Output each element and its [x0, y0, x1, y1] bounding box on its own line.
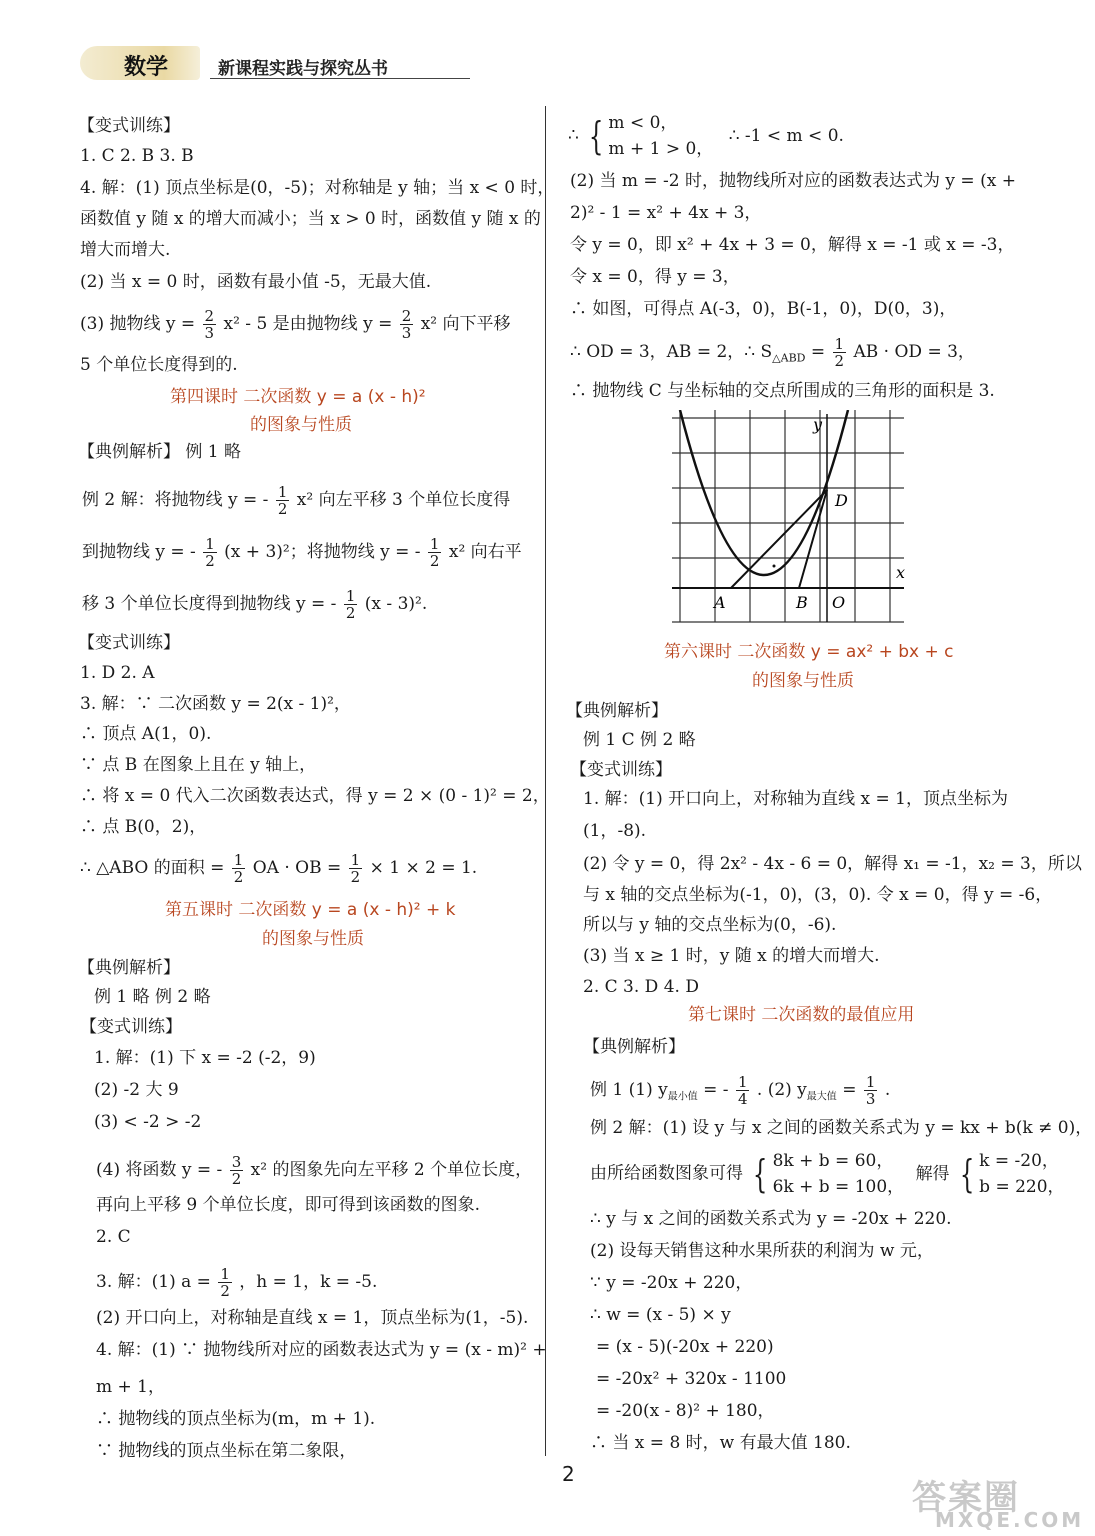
point-d-label: D: [835, 491, 848, 510]
section-heading: 【典例解析】: [583, 1037, 685, 1057]
answer-line: = (x - 5)(-20x + 220): [596, 1337, 774, 1357]
fraction: $\frac{2}{3}$: [204, 307, 215, 342]
answer-line: = -20x² + 320x - 1100: [596, 1369, 787, 1389]
answer-line: (2) 设每天销售这种水果所获的利润为 w 元，: [590, 1241, 934, 1261]
fraction: $\frac{2}{3}$: [401, 307, 412, 342]
answer-line: 再向上平移 9 个单位长度，即可得到该函数的图象.: [96, 1195, 481, 1215]
brace: {: [753, 1152, 768, 1196]
fraction: $\frac{1}{2}$: [205, 535, 215, 570]
lesson-subtitle: 的图象与性质: [250, 415, 352, 435]
parabola-curve: [680, 410, 848, 575]
triangle-abd: [731, 490, 827, 588]
answer-line: 例 1 略 例 2 略: [94, 987, 211, 1007]
equation-system: 由所给函数图象可得 { 8k + b = 60， 6k + b = 100， 解得 { k = -20， b = 220，: [590, 1151, 1065, 1197]
answer-line: ∴ 顶点 A(1，0).: [80, 724, 212, 744]
answer-line: 到抛物线 y = - $\frac{1}{2}$ (x + 3)²；将抛物线 y = - $\frac{1}{2}$ x² 向右平: [82, 535, 522, 570]
answer-line: 令 y = 0，即 x² + 4x + 3 = 0，解得 x = -1 或 x = -3，: [570, 235, 1015, 255]
series-title: 新课程实践与探究丛书: [218, 59, 388, 79]
answer-line: 1. 解：(1) 开口向上，对称轴为直线 x = 1，顶点坐标为: [583, 789, 1008, 809]
fraction: $\frac{3}{2}$: [231, 1153, 242, 1188]
lesson-title: 第四课时 二次函数 y = a (x - h)²: [170, 387, 426, 407]
fraction: $\frac{1}{2}$: [220, 1265, 230, 1300]
watermark-logo: 答案圈: [912, 1478, 1020, 1518]
section-heading: 【典例解析】 例 1 略: [78, 442, 242, 462]
answer-line: 1. C 2. B 3. B: [80, 146, 194, 166]
page-header: [80, 44, 400, 84]
section-heading: 【变式训练】: [570, 760, 672, 780]
fraction: $\frac{1}{2}$: [277, 483, 288, 518]
section-heading: 【变式训练】: [78, 633, 180, 653]
point-a-label: A: [714, 593, 726, 612]
answer-line: ∴ OD = 3，AB = 2，∴ $S_{\triangle ABD}$ = $\frac{1}{2}$ AB · OD = 3，: [570, 335, 975, 370]
lesson-title: 第七课时 二次函数的最值应用: [688, 1005, 915, 1025]
answer-line: ∴ w = (x - 5) × y: [590, 1305, 731, 1325]
watermark-url: MXQE.COM: [935, 1508, 1085, 1532]
answer-line: (2) 开口向上，对称轴是直线 x = 1，顶点坐标为(1，-5).: [96, 1308, 529, 1328]
answer-line: 函数值 y 随 x 的增大而减小；当 x > 0 时，函数值 y 随 x 的: [80, 209, 541, 229]
lesson-title: 第六课时 二次函数 y = ax² + bx + c: [664, 642, 954, 662]
fraction: $\frac{1}{2}$: [350, 851, 361, 886]
answer-line: 例 2 解：(1) 设 y 与 x 之间的函数关系式为 y = kx + b(k ≠ 0)，: [590, 1118, 1093, 1138]
answer-line: 1. 解：(1) 下 x = -2 (-2，9): [94, 1048, 316, 1068]
fraction: $\frac{1}{3}$: [865, 1073, 876, 1108]
answer-line: 3. 解：(1) a = $\frac{1}{2}$ ，h = 1，k = -5.: [96, 1265, 378, 1300]
answer-line: ∴ 抛物线 C 与坐标轴的交点所围成的三角形的面积是 3.: [570, 381, 995, 401]
section-heading: 【典例解析】: [78, 958, 180, 978]
section-heading: 【典例解析】: [566, 701, 668, 721]
answer-line: 例 1 (1) $y_{最小值}$ = - $\frac{1}{4}$ . (2) $y_{最大值}$ = $\frac{1}{3}$ .: [590, 1073, 891, 1108]
parabola-graph: [672, 410, 912, 635]
answer-line: = -20(x - 8)² + 180，: [596, 1401, 775, 1421]
grid-lines: [672, 410, 904, 622]
answer-line: ∴ 将 x = 0 代入二次函数表达式，得 y = 2 × (0 - 1)² = 2，: [80, 786, 550, 806]
subject-title: 数学: [124, 55, 169, 80]
answer-line: ∵ 点 B 在图象上且在 y 轴上，: [80, 755, 317, 775]
answer-line: ∵ y = -20x + 220，: [590, 1273, 753, 1293]
answer-line: 2)² - 1 = x² + 4x + 3，: [570, 203, 762, 223]
answer-line: (2) 当 m = -2 时，抛物线所对应的函数表达式为 y = (x +: [570, 171, 1016, 191]
answer-line: (4) 将函数 y = - $\frac{3}{2}$ x² 的图象先向左平移 2 个单位长度，: [96, 1153, 533, 1188]
lesson-subtitle: 的图象与性质: [752, 671, 854, 691]
inequality-system: ∴ { m < 0， m + 1 > 0， ∴ -1 < m < 0.: [568, 113, 844, 159]
graph-dot: [773, 565, 776, 568]
answer-line: ∴ 当 x = 8 时，w 有最大值 180.: [590, 1433, 851, 1453]
answer-line: 移 3 个单位长度得到抛物线 y = - $\frac{1}{2}$ (x - 3)².: [82, 587, 428, 622]
y-axis-label: y: [813, 415, 823, 434]
answer-line: 2. C: [96, 1227, 131, 1247]
answer-line: ∴ y 与 x 之间的函数关系式为 y = -20x + 220.: [590, 1209, 952, 1229]
fraction: $\frac{1}{2}$: [233, 851, 244, 886]
answer-line: m + 1，: [96, 1377, 165, 1397]
brace: {: [589, 114, 604, 158]
section-heading: 【变式训练】: [80, 1017, 182, 1037]
answer-line: (1，-8).: [583, 821, 647, 841]
answer-line: (2) -2 大 9: [94, 1080, 179, 1100]
answer-line: 与 x 轴的交点坐标为(-1，0)，(3，0). 令 x = 0，得 y = -6，: [583, 885, 1053, 905]
fraction: $\frac{1}{4}$: [737, 1073, 748, 1108]
answer-line: 例 2 解：将抛物线 y = - $\frac{1}{2}$ x² 向左平移 3 个单位长度得: [82, 483, 511, 518]
answer-line: 1. D 2. A: [80, 663, 155, 683]
answer-line: 5 个单位长度得到的.: [80, 355, 238, 375]
answer-line: 例 1 C 例 2 略: [583, 730, 696, 750]
page-number: 2: [562, 1462, 575, 1486]
answer-line: ∴ 抛物线的顶点坐标为(m，m + 1).: [96, 1409, 376, 1429]
answer-line: 增大而增大.: [80, 240, 171, 260]
fraction: $\frac{1}{2}$: [429, 535, 440, 570]
answer-line: 所以与 y 轴的交点坐标为(0，-6).: [583, 915, 837, 935]
x-axis-label: x: [896, 563, 906, 582]
brace: {: [959, 1152, 975, 1196]
lesson-subtitle: 的图象与性质: [262, 929, 364, 949]
fraction: $\frac{1}{2}$: [345, 587, 356, 622]
answer-line: ∴ 点 B(0，2)，: [80, 817, 207, 837]
answer-line: ∵ 抛物线的顶点坐标在第二象限，: [96, 1441, 357, 1461]
answer-line: (3) 抛物线 y = $\frac{2}{3}$ x² - 5 是由抛物线 y = $\frac{2}{3}$ x² 向下平移: [80, 307, 511, 342]
answer-line: 4. 解：(1) ∵ 抛物线所对应的函数表达式为 y = (x - m)² +: [96, 1340, 547, 1360]
answer-line: (2) 令 y = 0，得 2x² - 4x - 6 = 0，解得 x₁ = -1，x₂ = 3，所以: [583, 854, 1082, 874]
point-o-label: O: [832, 593, 846, 612]
answer-line: ∴ △ABO 的面积 = $\frac{1}{2}$ OA · OB = $\frac{1}{2}$ × 1 × 2 = 1.: [80, 851, 478, 886]
header-underline: [210, 78, 470, 79]
lesson-title: 第五课时 二次函数 y = a (x - h)² + k: [165, 900, 456, 920]
fraction: $\frac{1}{2}$: [834, 335, 845, 370]
answer-line: 3. 解：∵ 二次函数 y = 2(x - 1)²，: [80, 694, 351, 714]
point-b-label: B: [796, 593, 808, 612]
answer-line: (3) 当 x ≥ 1 时，y 随 x 的增大而增大.: [583, 946, 880, 966]
answer-line: ∴ 如图，可得点 A(-3，0)，B(-1，0)，D(0，3)，: [570, 299, 957, 319]
answer-line: 2. C 3. D 4. D: [583, 977, 699, 997]
answer-line: (2) 当 x = 0 时，函数有最小值 -5，无最大值.: [80, 272, 432, 292]
answer-line: 4. 解：(1) 顶点坐标是(0，-5)；对称轴是 y 轴；当 x < 0 时，: [80, 178, 555, 198]
answer-line: 令 x = 0，得 y = 3，: [570, 267, 740, 287]
section-heading: 【变式训练】: [78, 116, 180, 136]
column-divider: [545, 106, 546, 1456]
answer-line: (3) < -2 > -2: [94, 1112, 202, 1132]
